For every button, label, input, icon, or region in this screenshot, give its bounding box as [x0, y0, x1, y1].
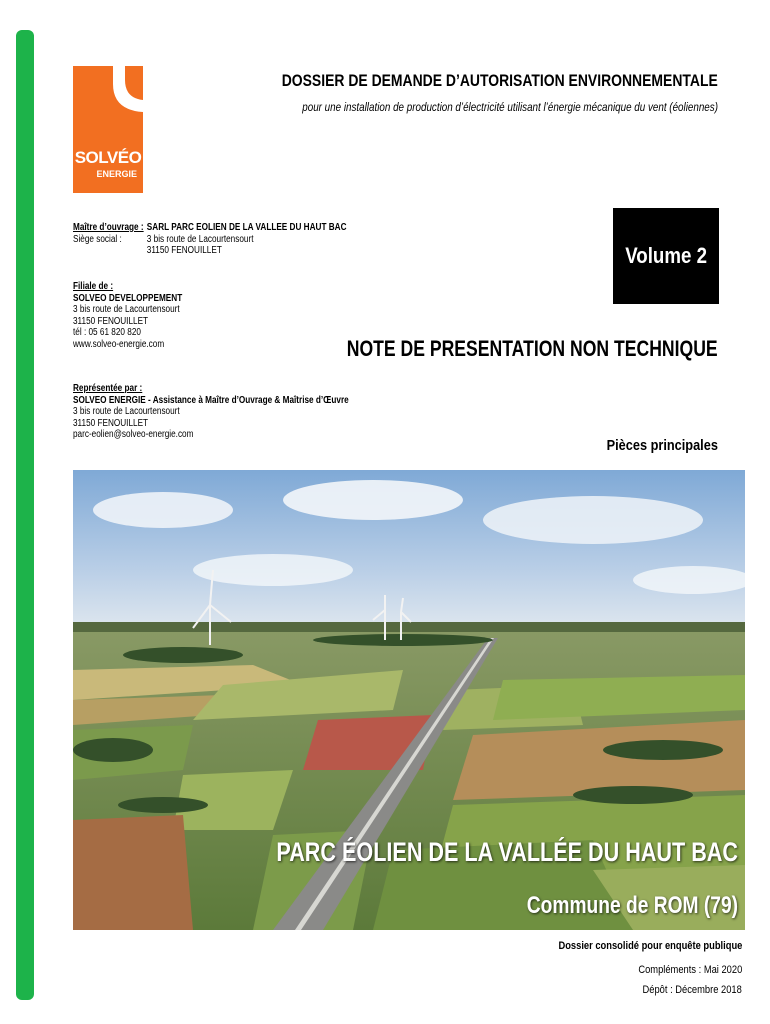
volume-label: Volume 2: [625, 243, 707, 268]
logo-sub: ENERGIE: [96, 169, 137, 179]
commune-title: Commune de ROM (79): [526, 892, 738, 919]
footer-line3: Dépôt : Décembre 2018: [642, 984, 742, 996]
note-title: NOTE DE PRESENTATION NON TECHNIQUE: [347, 336, 718, 361]
representee-label: Représentée par :: [73, 383, 143, 394]
representee-name: SOLVEO ENERGIE - Assistance à Maître d’Ouvrage & Maîtrise d’Œuvre: [73, 394, 349, 406]
solveo-logo: [73, 66, 143, 193]
document-subtitle: pour une installation de production d’électricité utilisant l’énergie mécanique du vent (éoliennes): [302, 100, 718, 114]
aerial-photo: [73, 470, 745, 930]
filiale-address2: 31150 FENOUILLET: [73, 315, 149, 327]
maitre-address1: 3 bis route de Lacourtensourt: [146, 233, 254, 245]
filiale-block: [73, 281, 182, 350]
filiale-label: Filiale de :: [73, 281, 114, 292]
logo-brand: SOLVÉO: [74, 148, 142, 167]
filiale-name: SOLVEO DEVELOPPEMENT: [73, 292, 183, 304]
document-title: DOSSIER DE DEMANDE D’AUTORISATION ENVIRONNEMENTALE: [281, 71, 718, 90]
siege-label: Siège social :: [73, 233, 122, 245]
maitre-name: SARL PARC EOLIEN DE LA VALLEE DU HAUT BAC: [146, 222, 347, 233]
volume-box: [613, 208, 719, 304]
filiale-address1: 3 bis route de Lacourtensourt: [73, 304, 180, 315]
representee-address2: 31150 FENOUILLET: [73, 417, 149, 429]
representee-email: parc-eolien@solveo-energie.com: [73, 429, 194, 440]
representee-block: [73, 383, 349, 441]
filiale-tel: tél : 05 61 820 820: [73, 327, 141, 338]
footer-line2: Compléments : Mai 2020: [638, 964, 742, 976]
parc-title: PARC ÉOLIEN DE LA VALLÉE DU HAUT BAC: [276, 837, 738, 867]
footer-line1: Dossier consolidé pour enquête publique: [558, 940, 742, 952]
accent-bar: [16, 30, 34, 1000]
maitre-ouvrage-block: [73, 222, 346, 257]
representee-address1: 3 bis route de Lacourtensourt: [73, 406, 180, 417]
filiale-web: www.solveo-energie.com: [73, 338, 165, 350]
pieces-label: Pièces principales: [606, 437, 718, 454]
maitre-address2: 31150 FENOUILLET: [146, 245, 222, 256]
maitre-label: Maître d’ouvrage :: [73, 222, 144, 233]
